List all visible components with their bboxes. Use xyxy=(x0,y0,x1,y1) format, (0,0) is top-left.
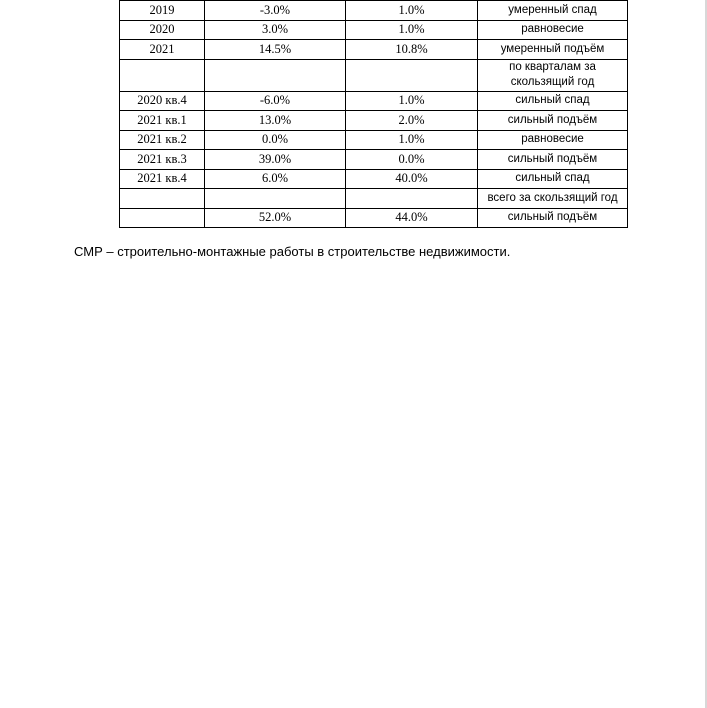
period-cell: 2021 кв.1 xyxy=(120,111,205,131)
state-cell: умеренный подъём xyxy=(478,40,628,60)
state-cell: умеренный спад xyxy=(478,1,628,21)
value-a-cell: -3.0% xyxy=(205,1,346,21)
value-a-cell: 6.0% xyxy=(205,169,346,189)
value-b-cell: 10.8% xyxy=(346,40,478,60)
period-cell xyxy=(120,59,205,91)
value-a-cell: 13.0% xyxy=(205,111,346,131)
value-b-cell: 2.0% xyxy=(346,111,478,131)
section-label-cell: по кварталам за скользящий год xyxy=(478,59,628,91)
section-label-cell: всего за скользящий год xyxy=(478,189,628,209)
value-a-cell: 52.0% xyxy=(205,208,346,228)
value-b-cell: 1.0% xyxy=(346,20,478,40)
period-cell: 2021 кв.4 xyxy=(120,169,205,189)
footnote: СМР – строительно-монтажные работы в строительстве недвижимости. xyxy=(74,244,511,259)
period-cell xyxy=(120,189,205,209)
value-b-cell: 1.0% xyxy=(346,130,478,150)
table-row xyxy=(120,1,628,21)
table-row-section-total xyxy=(120,189,628,209)
table-row xyxy=(120,208,628,228)
period-cell xyxy=(120,208,205,228)
period-cell: 2021 кв.3 xyxy=(120,150,205,170)
value-a-cell: 3.0% xyxy=(205,20,346,40)
period-cell: 2021 кв.2 xyxy=(120,130,205,150)
table-row xyxy=(120,40,628,60)
value-b-cell: 1.0% xyxy=(346,91,478,111)
value-b-cell: 1.0% xyxy=(346,1,478,21)
state-cell: сильный спад xyxy=(478,169,628,189)
value-b-cell: 0.0% xyxy=(346,150,478,170)
period-cell: 2020 кв.4 xyxy=(120,91,205,111)
value-a-cell: 39.0% xyxy=(205,150,346,170)
value-a-cell xyxy=(205,59,346,91)
table-row xyxy=(120,111,628,131)
table-row-section-quarterly xyxy=(120,59,628,91)
value-b-cell xyxy=(346,189,478,209)
state-cell: равновесие xyxy=(478,20,628,40)
state-cell: сильный подъём xyxy=(478,150,628,170)
table-row xyxy=(120,91,628,111)
table-row xyxy=(120,130,628,150)
state-cell: сильный спад xyxy=(478,91,628,111)
table-row xyxy=(120,169,628,189)
state-cell: сильный подъём xyxy=(478,111,628,131)
period-cell: 2021 xyxy=(120,40,205,60)
table-row xyxy=(120,150,628,170)
period-cell: 2019 xyxy=(120,1,205,21)
data-table xyxy=(119,0,628,228)
value-a-cell: 14.5% xyxy=(205,40,346,60)
state-cell: равновесие xyxy=(478,130,628,150)
value-b-cell: 40.0% xyxy=(346,169,478,189)
table-row xyxy=(120,20,628,40)
state-cell: сильный подъём xyxy=(478,208,628,228)
value-a-cell: 0.0% xyxy=(205,130,346,150)
value-b-cell xyxy=(346,59,478,91)
value-b-cell: 44.0% xyxy=(346,208,478,228)
period-cell: 2020 xyxy=(120,20,205,40)
value-a-cell xyxy=(205,189,346,209)
value-a-cell: -6.0% xyxy=(205,91,346,111)
